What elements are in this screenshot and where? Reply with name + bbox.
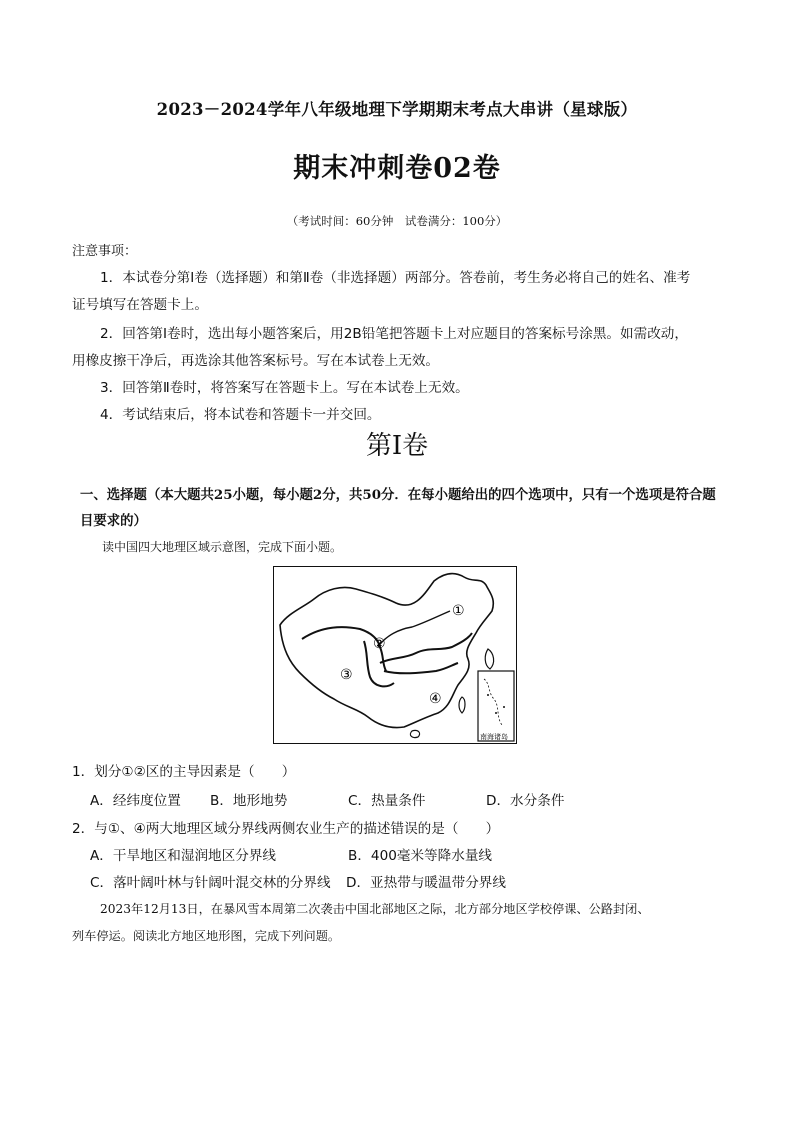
inset-label: 南海诸岛 bbox=[480, 733, 508, 741]
q2-option-d[interactable]: D．亚热带与暖温带分界线 bbox=[346, 875, 506, 891]
part-heading: 一、选择题（本大题共25小题，每小题2分，共50分．在每小题给出的四个选项中，只有一个选项是符合题目要求的） bbox=[80, 487, 716, 529]
notice-line: 证号填写在答题卡上。 bbox=[72, 297, 208, 313]
passage-line: 列车停运。阅读北方地区地形图，完成下列问题。 bbox=[72, 929, 341, 943]
region-label-2: ② bbox=[373, 636, 386, 652]
map-intro: 读中国四大地理区域示意图，完成下面小题。 bbox=[102, 540, 343, 554]
question-2-stem: 2．与①、④两大地理区域分界线两侧农业生产的描述错误的是（ ） bbox=[72, 821, 500, 837]
south-china-sea-inset bbox=[478, 671, 514, 741]
q1-option-d[interactable]: D．水分条件 bbox=[486, 793, 565, 809]
notice-heading: 注意事项： bbox=[72, 244, 138, 259]
china-regions-map bbox=[273, 566, 517, 744]
q1-option-b[interactable]: B．地形地势 bbox=[210, 793, 288, 809]
taiwan-island bbox=[459, 697, 465, 713]
q2-option-c[interactable]: C．落叶阔叶林与针阔叶混交林的分界线 bbox=[90, 875, 331, 891]
map-drawing bbox=[274, 567, 515, 742]
region-label-1: ① bbox=[452, 603, 465, 619]
q2-option-b[interactable]: B．400毫米等降水量线 bbox=[348, 848, 493, 864]
boundary-northeast bbox=[378, 611, 450, 647]
passage-line: 2023年12月13日，在暴风雪本周第二次袭击中国北部地区之际，北方部分地区学校停课、公路封闭、 bbox=[100, 902, 650, 916]
q1-option-a[interactable]: A．经纬度位置 bbox=[90, 793, 181, 809]
notice-line: 用橡皮擦干净后，再选涂其他答案标号。写在本试卷上无效。 bbox=[72, 353, 440, 369]
notice-line: 4．考试结束后，将本试卷和答题卡一并交回。 bbox=[100, 407, 381, 423]
notice-line: 3．回答第Ⅱ卷时，将答案写在答题卡上。写在本试卷上无效。 bbox=[100, 380, 469, 396]
exam-title: 期末冲刺卷02卷 bbox=[293, 153, 501, 184]
notice-line: 1．本试卷分第Ⅰ卷（选择题）和第Ⅱ卷（非选择题）两部分。答卷前，考生务必将自己的姓名、准考 bbox=[100, 270, 691, 286]
hainan-island bbox=[410, 730, 419, 737]
region-label-3: ③ bbox=[340, 667, 353, 683]
peninsula bbox=[485, 649, 493, 669]
region-label-4: ④ bbox=[429, 691, 442, 707]
exam-meta: （考试时间：60分钟 试卷满分：100分） bbox=[286, 214, 508, 228]
notice-line: 2．回答第Ⅰ卷时，选出每小题答案后，用2B铅笔把答题卡上对应题目的答案标号涂黑。如需改动， bbox=[100, 326, 688, 342]
exam-supertitle: 2023－2024学年八年级地理下学期期末考点大串讲（星球版） bbox=[156, 100, 638, 119]
q1-option-c[interactable]: C．热量条件 bbox=[348, 793, 426, 809]
question-1-stem: 1．划分①②区的主导因素是（ ） bbox=[72, 764, 296, 780]
section-title: 第Ⅰ卷 bbox=[365, 431, 429, 461]
boundary-southwest bbox=[384, 663, 458, 673]
country-outline bbox=[280, 574, 493, 728]
q2-option-a[interactable]: A．干旱地区和湿润地区分界线 bbox=[90, 848, 277, 864]
boundary-qinling bbox=[380, 633, 472, 663]
